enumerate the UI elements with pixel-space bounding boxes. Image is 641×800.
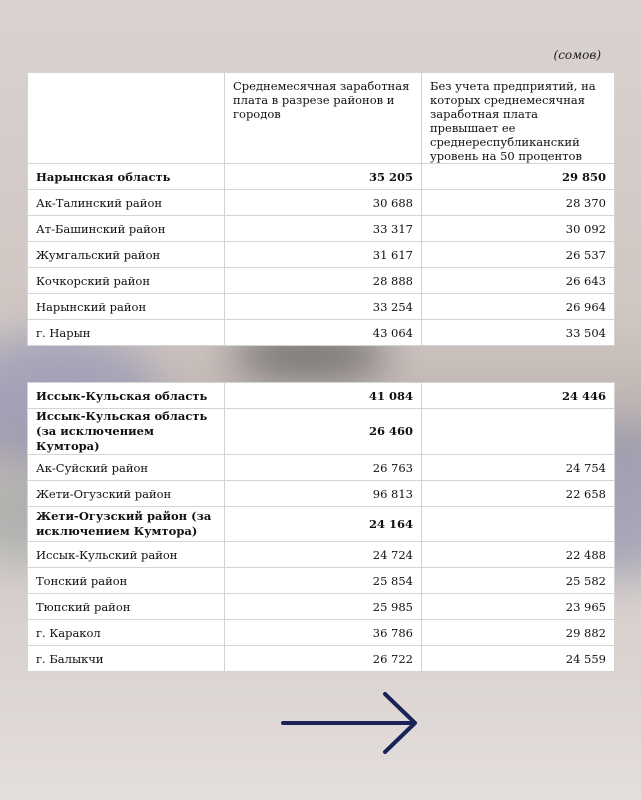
table-header-row bbox=[28, 73, 615, 164]
salary-adjusted-value: 23 965 bbox=[422, 594, 615, 620]
table-row bbox=[28, 481, 615, 507]
table-row bbox=[28, 294, 615, 320]
table-row bbox=[28, 242, 615, 268]
region-name: Кочкорский район bbox=[28, 268, 225, 294]
salary-value: 26 763 bbox=[225, 455, 422, 481]
salary-value: 28 888 bbox=[225, 268, 422, 294]
salary-adjusted-value: 26 537 bbox=[422, 242, 615, 268]
table-row bbox=[28, 383, 615, 409]
table-row bbox=[28, 216, 615, 242]
header-col1 bbox=[28, 73, 225, 164]
region-name: г. Балыкчи bbox=[28, 646, 225, 672]
salary-adjusted-value: 22 658 bbox=[422, 481, 615, 507]
region-name: Нарынская область bbox=[28, 164, 225, 190]
salary-value: 31 617 bbox=[225, 242, 422, 268]
salary-value: 33 317 bbox=[225, 216, 422, 242]
region-name: Жумгальский район bbox=[28, 242, 225, 268]
next-arrow-icon[interactable] bbox=[281, 690, 421, 756]
salary-value: 96 813 bbox=[225, 481, 422, 507]
salary-value: 24 724 bbox=[225, 542, 422, 568]
salary-adjusted-value: 29 850 bbox=[422, 164, 615, 190]
region-name: Ат-Башинский район bbox=[28, 216, 225, 242]
salary-value: 43 064 bbox=[225, 320, 422, 346]
salary-adjusted-value bbox=[422, 409, 615, 455]
table-row bbox=[28, 620, 615, 646]
table-row bbox=[28, 455, 615, 481]
salary-value: 36 786 bbox=[225, 620, 422, 646]
table-row bbox=[28, 190, 615, 216]
region-name: Иссык-Кульская область (за исключением Кумтора) bbox=[28, 409, 225, 455]
region-name: Жети-Огузский район (за исключением Кумтора) bbox=[28, 507, 225, 542]
salary-value: 33 254 bbox=[225, 294, 422, 320]
salary-adjusted-value: 24 446 bbox=[422, 383, 615, 409]
region-name: г. Нарын bbox=[28, 320, 225, 346]
table-row bbox=[28, 268, 615, 294]
salary-value: 25 854 bbox=[225, 568, 422, 594]
region-name: Иссык-Кульский район bbox=[28, 542, 225, 568]
salary-adjusted-value bbox=[422, 507, 615, 542]
header-col2: Среднемесячная заработная плата в разрезе районов и городов bbox=[225, 73, 422, 164]
issyk-kul-salary-table bbox=[27, 382, 615, 672]
salary-value: 24 164 bbox=[225, 507, 422, 542]
salary-adjusted-value: 26 643 bbox=[422, 268, 615, 294]
salary-adjusted-value: 22 488 bbox=[422, 542, 615, 568]
region-name: Тонский район bbox=[28, 568, 225, 594]
table-row bbox=[28, 646, 615, 672]
table-row bbox=[28, 507, 615, 542]
salary-adjusted-value: 30 092 bbox=[422, 216, 615, 242]
region-name: Ак-Талинский район bbox=[28, 190, 225, 216]
salary-value: 30 688 bbox=[225, 190, 422, 216]
salary-adjusted-value: 26 964 bbox=[422, 294, 615, 320]
region-name: г. Каракол bbox=[28, 620, 225, 646]
table-row bbox=[28, 542, 615, 568]
salary-value: 41 084 bbox=[225, 383, 422, 409]
region-name: Ак-Суйский район bbox=[28, 455, 225, 481]
salary-adjusted-value: 33 504 bbox=[422, 320, 615, 346]
salary-value: 26 460 bbox=[225, 409, 422, 455]
naryn-salary-table bbox=[27, 72, 615, 346]
salary-adjusted-value: 24 559 bbox=[422, 646, 615, 672]
table-row bbox=[28, 164, 615, 190]
units-label: (сомов) bbox=[553, 48, 601, 62]
region-name: Иссык-Кульская область bbox=[28, 383, 225, 409]
table-row bbox=[28, 320, 615, 346]
salary-adjusted-value: 29 882 bbox=[422, 620, 615, 646]
salary-value: 35 205 bbox=[225, 164, 422, 190]
region-name: Тюпский район bbox=[28, 594, 225, 620]
table-row bbox=[28, 568, 615, 594]
salary-value: 26 722 bbox=[225, 646, 422, 672]
region-name: Жети-Огузский район bbox=[28, 481, 225, 507]
salary-adjusted-value: 24 754 bbox=[422, 455, 615, 481]
table-row bbox=[28, 594, 615, 620]
header-col3: Без учета предприятий, на которых среднемесячная заработная плата превышает ее среднереспубликанский уровень на 50 процентов bbox=[422, 73, 615, 164]
salary-adjusted-value: 28 370 bbox=[422, 190, 615, 216]
salary-adjusted-value: 25 582 bbox=[422, 568, 615, 594]
table-row bbox=[28, 409, 615, 455]
salary-value: 25 985 bbox=[225, 594, 422, 620]
region-name: Нарынский район bbox=[28, 294, 225, 320]
